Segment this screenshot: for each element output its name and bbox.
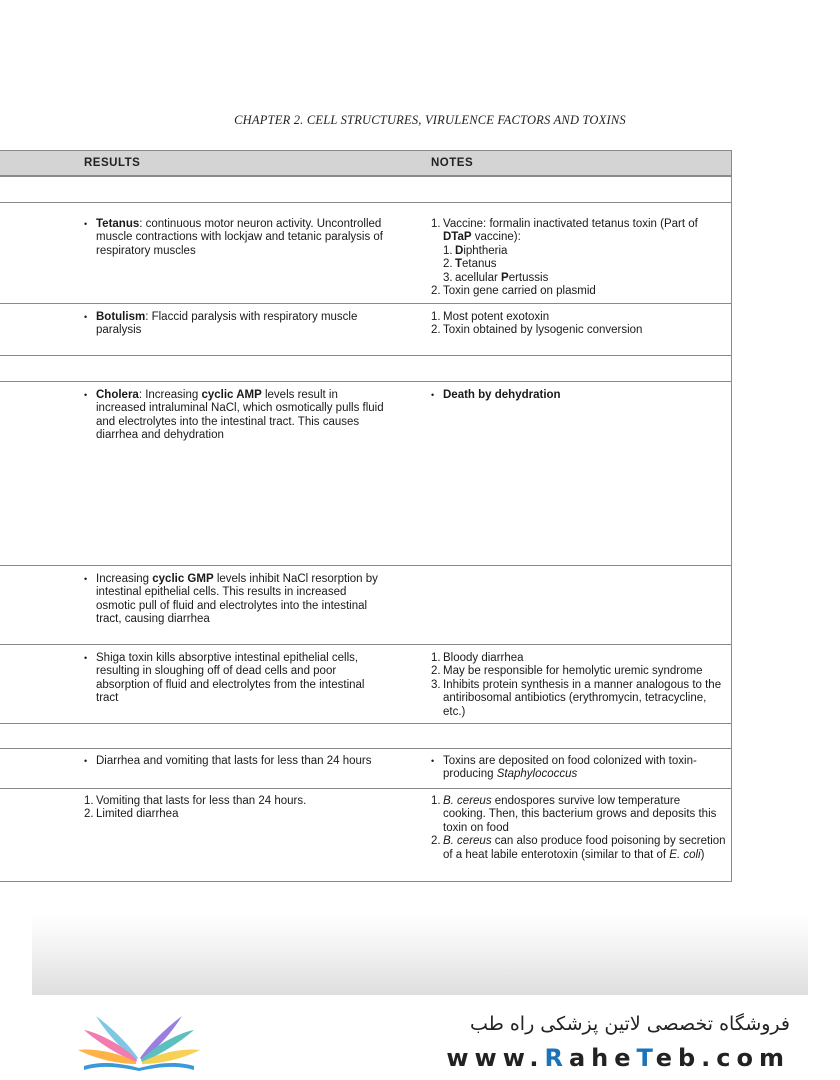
url-part: www. bbox=[446, 1044, 545, 1072]
term-bold: Tetanus bbox=[96, 218, 140, 230]
list-marker: 1. bbox=[431, 795, 441, 807]
list-item bbox=[431, 665, 726, 678]
term-bold: cyclic GMP bbox=[152, 573, 214, 585]
list-item bbox=[431, 324, 726, 337]
list-item: • Toxins are deposited on food colonized with toxin-producing Staphylococcus bbox=[431, 755, 697, 781]
text: Toxins are deposited on food colonized with toxin-producing bbox=[443, 755, 697, 781]
cell-notes bbox=[431, 755, 726, 782]
store-url bbox=[446, 1044, 790, 1072]
page-shadow-band bbox=[32, 915, 808, 995]
list-item: • Diarrhea and vomiting that lasts for less than 24 hours bbox=[84, 755, 372, 767]
text: : continuous motor neuron activity. Uncontrolled muscle contractions with lockjaw and tetanic paralysis of respiratory muscles bbox=[96, 218, 383, 257]
term-bold: Botulism bbox=[96, 311, 146, 323]
cell-results bbox=[84, 311, 384, 338]
table-row-cholera bbox=[0, 381, 731, 565]
text: : Flaccid paralysis with respiratory muscle paralysis bbox=[96, 311, 358, 337]
term-bold: DTaP bbox=[443, 231, 472, 244]
text: ertussis bbox=[508, 271, 549, 284]
list-marker: 3. bbox=[443, 271, 453, 284]
term-bold: D bbox=[455, 244, 464, 257]
list-item bbox=[431, 285, 726, 298]
column-header-results: RESULTS bbox=[84, 157, 141, 169]
text: Toxin gene carried on plasmid bbox=[443, 285, 596, 298]
list-marker: 2. bbox=[431, 665, 441, 678]
text: May be responsible for hemolytic uremic syndrome bbox=[443, 665, 703, 678]
url-part: T bbox=[636, 1044, 656, 1072]
list-item: • Shiga toxin kills absorptive intestinal epithelial cells, resulting in sloughing off of dead cells and poor absorption of fluid and electrolytes from the intestinal tract bbox=[84, 652, 365, 705]
url-part: eb.com bbox=[655, 1044, 790, 1072]
table-row-tetanus bbox=[0, 202, 731, 303]
list-marker: 1. bbox=[431, 652, 441, 664]
list-marker: 2. bbox=[431, 285, 441, 298]
text: Vomiting that lasts for less than 24 hours. bbox=[96, 795, 307, 807]
text: Most potent exotoxin bbox=[443, 311, 550, 323]
list-marker: 2. bbox=[431, 835, 441, 848]
list-item bbox=[431, 679, 726, 719]
table-header bbox=[0, 150, 731, 176]
text: levels result in increased intraluminal NaCl, which osmotically pulls fluid and electrolytes into the intestinal tract. This causes diarrhea and dehydration bbox=[96, 389, 384, 442]
text: Toxin obtained by lysogenic conversion bbox=[443, 324, 643, 337]
list-item: • Cholera: Increasing cyclic AMP levels result in increased intraluminal NaCl, which osmotically pulls fluid and electrolytes into the intestinal tract. This causes diarrhea and dehydration bbox=[84, 389, 384, 442]
text: : Increasing bbox=[138, 389, 202, 401]
cell-notes bbox=[431, 652, 726, 719]
list-marker: 2. bbox=[431, 324, 441, 337]
list-marker: 1. bbox=[431, 311, 441, 323]
term-bold: P bbox=[501, 271, 509, 284]
list-item bbox=[443, 258, 726, 271]
table-row-section bbox=[0, 176, 731, 202]
table-row-cereus bbox=[0, 788, 731, 881]
term-bold: cyclic AMP bbox=[201, 389, 262, 401]
table-row-section bbox=[0, 723, 731, 748]
table-row-section bbox=[0, 355, 731, 381]
text: Limited diarrhea bbox=[96, 808, 179, 821]
chapter-title: CHAPTER 2. CELL STRUCTURES, VIRULENCE FACTORS AND TOXINS bbox=[234, 113, 626, 127]
text: acellular bbox=[455, 271, 502, 284]
list-item bbox=[431, 835, 726, 862]
term-bold: T bbox=[455, 258, 463, 271]
table-row-botulism bbox=[0, 303, 731, 355]
text: Bloody diarrhea bbox=[443, 652, 524, 664]
text: endospores survive low temperature cooking. Then, this bacterium grows and deposits this toxin on food bbox=[443, 795, 717, 834]
cell-notes bbox=[431, 311, 726, 338]
list-item: • Increasing cyclic GMP levels inhibit NaCl resorption by intestinal epithelial cells. This results in increased osmotic pull of fluid and electrolytes into the intestinal tract, causing diarrhea bbox=[84, 573, 378, 626]
url-part: ahe bbox=[568, 1044, 637, 1072]
list-item bbox=[443, 272, 726, 285]
table-row-shiga bbox=[0, 644, 731, 723]
list-marker: 3. bbox=[431, 678, 441, 691]
cell-results bbox=[84, 652, 384, 706]
cell-results bbox=[84, 389, 384, 443]
table-row-cgmp bbox=[0, 565, 731, 644]
list-item bbox=[84, 795, 384, 808]
list-item: • Botulism: Flaccid paralysis with respiratory muscle paralysis bbox=[84, 311, 358, 337]
text: can also produce food poisoning by secretion of a heat labile enterotoxin (similar to that of bbox=[443, 835, 726, 861]
list-marker: 2. bbox=[84, 808, 94, 821]
cell-notes bbox=[431, 795, 726, 862]
store-name: فروشگاه تخصصی لاتین پزشکی راه طب bbox=[470, 1013, 790, 1035]
list-item bbox=[443, 245, 726, 258]
text: Shiga toxin kills absorptive intestinal epithelial cells, resulting in sloughing off of dead cells and poor absorption of fluid and electrolytes from the intestinal tract bbox=[96, 652, 365, 705]
url-part: R bbox=[544, 1044, 569, 1072]
cell-notes bbox=[431, 389, 726, 402]
term-bold: Death by dehydration bbox=[443, 389, 561, 401]
text: Diarrhea and vomiting that lasts for less than 24 hours bbox=[96, 755, 372, 767]
text: etanus bbox=[462, 258, 497, 271]
list-item bbox=[84, 808, 384, 821]
text: Inhibits protein synthesis in a manner analogous to the antiribosomal antibiotics (erythromycin, tetracycline, etc.) bbox=[443, 678, 722, 718]
text: Vaccine: formalin inactivated tetanus toxin (Part of bbox=[443, 218, 698, 230]
term-italic: B. cereus bbox=[443, 795, 492, 807]
cell-results bbox=[84, 795, 384, 822]
list-marker: 1. bbox=[443, 244, 453, 257]
cell-results bbox=[84, 755, 384, 768]
term-italic: B. cereus bbox=[443, 835, 492, 848]
cell-results bbox=[84, 218, 384, 258]
cell-results bbox=[84, 573, 384, 627]
list-item bbox=[431, 795, 726, 835]
list-item: • Tetanus: continuous motor neuron activity. Uncontrolled muscle contractions with lockjaw and tetanic paralysis of respiratory muscles bbox=[84, 218, 383, 257]
list-marker: 2. bbox=[443, 258, 453, 271]
list-item bbox=[431, 652, 726, 665]
list-marker: 1. bbox=[431, 218, 441, 230]
term-italic: Staphylococcus bbox=[496, 768, 578, 781]
text: ) bbox=[700, 848, 705, 861]
list-item bbox=[431, 311, 726, 324]
list-marker: 1. bbox=[84, 795, 94, 807]
list-item: • Death by dehydration bbox=[431, 389, 561, 401]
list-item bbox=[431, 218, 726, 245]
term-bold: Cholera bbox=[96, 389, 139, 401]
text: levels inhibit NaCl resorption by intestinal epithelial cells. This results in increased osmotic pull of fluid and electrolytes into the intestinal tract, causing diarrhea bbox=[96, 573, 378, 626]
column-header-notes: NOTES bbox=[431, 157, 474, 169]
term-italic: E. coli bbox=[669, 848, 701, 861]
text: Increasing bbox=[96, 573, 153, 585]
text: iphtheria bbox=[463, 244, 508, 257]
toxin-table bbox=[0, 150, 732, 882]
open-book-logo-icon bbox=[74, 1008, 204, 1072]
table-row-staph bbox=[0, 748, 731, 788]
text: vaccine): bbox=[471, 231, 521, 244]
cell-notes bbox=[431, 218, 726, 298]
